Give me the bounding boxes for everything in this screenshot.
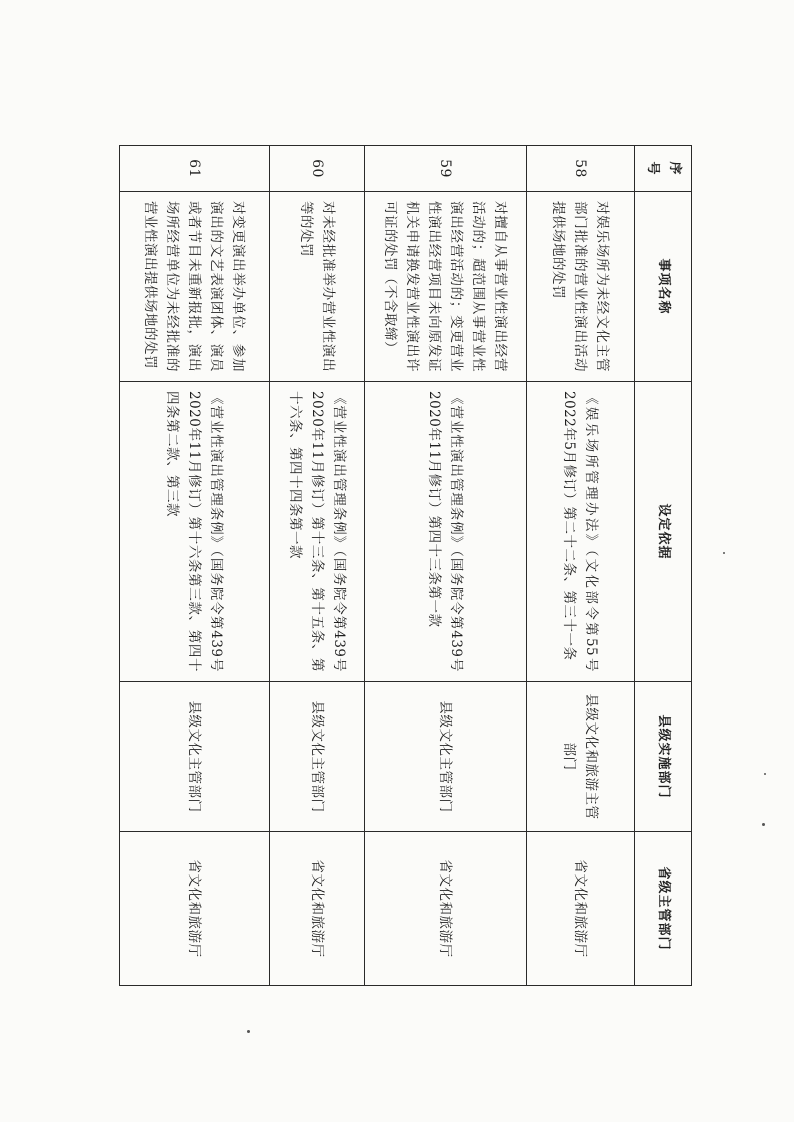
scan-speck: [723, 552, 725, 554]
row-item: 对娱乐场所为未经文化主管部门批准的营业性演出活动提供场地的处罚: [527, 192, 635, 382]
table-header-row: [635, 146, 692, 986]
row-basis: 《营业性演出管理条例》（国务院令第439号2020年11月修订）第四十三条第一款: [365, 382, 527, 682]
table-row: [270, 146, 365, 986]
row-seq: 60: [270, 146, 365, 192]
row-basis: 《娱乐场所管理办法》（文化部令第55号2022年5月修订）第二十二条、第三十一条: [527, 382, 635, 682]
row-seq: 59: [365, 146, 527, 192]
row-basis: 《营业性演出管理条例》（国务院令第439号2020年11月修订）第十六条第三款、第四十四条第二款、第三款: [120, 382, 270, 682]
header-seq: 序号: [635, 146, 692, 192]
table-row: [527, 146, 635, 986]
penalty-items-table: [119, 145, 692, 986]
table-row: [120, 146, 270, 986]
scan-speck: [247, 1030, 250, 1033]
row-province: 省文化和旅游厅: [527, 832, 635, 986]
row-item: 对擅自从事营业性演出经营活动的；超范围从事营业性演出经营活动的；变更营业性演出经营项目未向原发证机关申请换发营业性演出许可证的处罚（不含取缔）: [365, 192, 527, 382]
row-county: 县级文化主管部门: [120, 682, 270, 832]
row-seq: 61: [120, 146, 270, 192]
table-row: [365, 146, 527, 986]
scan-speck: [764, 773, 766, 775]
row-basis: 《营业性演出管理条例》（国务院令第439号2020年11月修订）第十三条、第十五条、第十六条、第四十四条第一款: [270, 382, 365, 682]
rotated-page: [142, 145, 692, 985]
row-item: 对变更演出举办单位、参加演出的文艺表演团体、演员或者节目未重新报批，演出场所经营单位为未经批准的营业性演出提供场地的处罚: [120, 192, 270, 382]
row-county: 县级文化主管部门: [270, 682, 365, 832]
row-province: 省文化和旅游厅: [270, 832, 365, 986]
scan-speck: [762, 823, 765, 826]
header-basis: 设定依据: [635, 382, 692, 682]
row-seq: 58: [527, 146, 635, 192]
header-item: 事项名称: [635, 192, 692, 382]
row-item: 对未经批准举办营业性演出等的处罚: [270, 192, 365, 382]
row-province: 省文化和旅游厅: [365, 832, 527, 986]
header-province: 省级主管部门: [635, 832, 692, 986]
row-county: 县级文化和旅游主管部门: [527, 682, 635, 832]
row-province: 省文化和旅游厅: [120, 832, 270, 986]
header-county: 县级实施部门: [635, 682, 692, 832]
row-county: 县级文化主管部门: [365, 682, 527, 832]
